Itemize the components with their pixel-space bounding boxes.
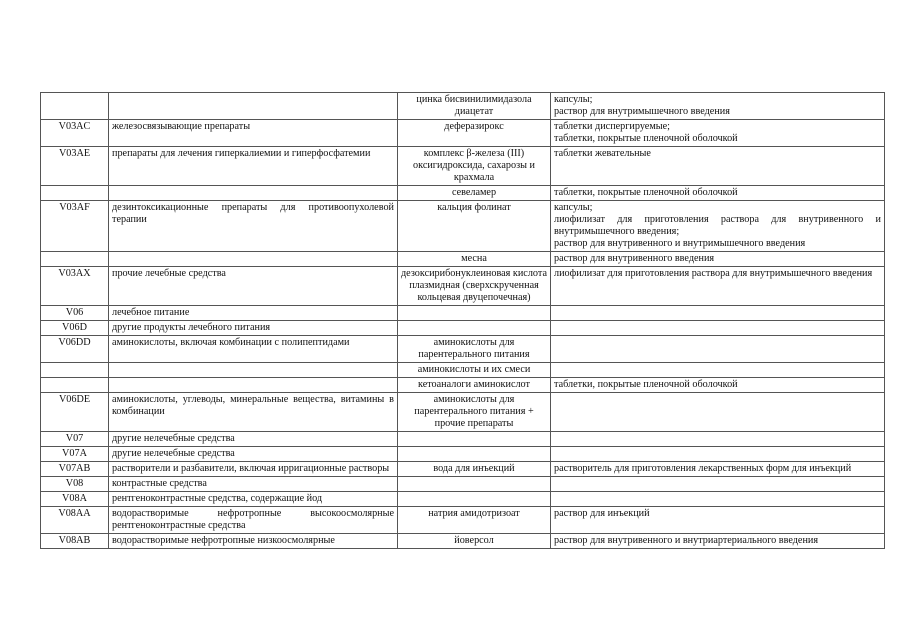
- dosage-form-cell: [551, 186, 885, 201]
- substance-name-cell: йоверсол: [398, 534, 551, 549]
- group-name-cell: железосвязывающие препараты: [109, 120, 398, 147]
- substance-name-cell: [398, 492, 551, 507]
- substance-name-cell: дезоксирибонуклеиновая кислота плазмидная (сверхскрученная кольцевая двуцепочечная): [398, 267, 551, 306]
- substance-name-cell: натрия амидотризоат: [398, 507, 551, 534]
- atc-code-cell: [41, 186, 109, 201]
- dosage-form-cell: [551, 378, 885, 393]
- drug-classification-table: [40, 92, 885, 549]
- table-row: [41, 321, 885, 336]
- group-name-cell: рентгеноконтрастные средства, содержащие йод: [109, 492, 398, 507]
- substance-name-cell: вода для инъекций: [398, 462, 551, 477]
- substance-name-cell: [398, 306, 551, 321]
- table-row: [41, 252, 885, 267]
- atc-code-cell: [41, 252, 109, 267]
- atc-code-cell: V03AX: [41, 267, 109, 306]
- substance-name-cell: [398, 477, 551, 492]
- dosage-form-cell: [551, 534, 885, 549]
- dosage-form-line: раствор для внутривенного и внутримышечного введения: [554, 238, 806, 249]
- atc-code-cell: V07A: [41, 447, 109, 462]
- group-name-cell: прочие лечебные средства: [109, 267, 398, 306]
- dosage-form-line: раствор для внутривенного введения: [554, 253, 715, 264]
- dosage-form-line: раствор для внутримышечного введения: [554, 106, 730, 117]
- dosage-form-cell: [551, 393, 885, 432]
- dosage-form-cell: [551, 306, 885, 321]
- dosage-form-line: раствор для внутривенного и внутриартериального введения: [554, 535, 819, 546]
- dosage-form-cell: [551, 492, 885, 507]
- group-name-cell: [109, 252, 398, 267]
- dosage-form-line: капсулы;: [554, 94, 593, 105]
- substance-name-cell: кетоаналоги аминокислот: [398, 378, 551, 393]
- dosage-form-cell: [551, 252, 885, 267]
- atc-code-cell: [41, 93, 109, 120]
- substance-name-cell: [398, 432, 551, 447]
- table-row: [41, 201, 885, 252]
- substance-name-cell: аминокислоты для парентерального питания: [398, 336, 551, 363]
- group-name-cell: другие нелечебные средства: [109, 447, 398, 462]
- substance-name-cell: [398, 321, 551, 336]
- atc-code-cell: V07: [41, 432, 109, 447]
- dosage-form-line: таблетки, покрытые пленочной оболочкой: [554, 379, 738, 390]
- substance-name-cell: деферазирокс: [398, 120, 551, 147]
- atc-code-cell: V08AB: [41, 534, 109, 549]
- table-row: [41, 462, 885, 477]
- group-name-cell: дезинтоксикационные препараты для противоопухолевой терапии: [109, 201, 398, 252]
- table-row: [41, 93, 885, 120]
- atc-code-cell: [41, 378, 109, 393]
- atc-code-cell: [41, 363, 109, 378]
- atc-code-cell: V08AA: [41, 507, 109, 534]
- substance-name-cell: севеламер: [398, 186, 551, 201]
- dosage-form-cell: [551, 462, 885, 477]
- dosage-form-cell: [551, 432, 885, 447]
- dosage-form-cell: [551, 267, 885, 306]
- group-name-cell: [109, 378, 398, 393]
- group-name-cell: [109, 93, 398, 120]
- group-name-cell: [109, 186, 398, 201]
- table-row: [41, 492, 885, 507]
- dosage-form-line: таблетки жевательные: [554, 148, 651, 159]
- atc-code-cell: V08A: [41, 492, 109, 507]
- atc-code-cell: V06D: [41, 321, 109, 336]
- group-name-cell: [109, 363, 398, 378]
- table-row: [41, 363, 885, 378]
- group-name-cell: растворители и разбавители, включая ирригационные растворы: [109, 462, 398, 477]
- substance-name-cell: кальция фолинат: [398, 201, 551, 252]
- table-row: [41, 267, 885, 306]
- dosage-form-cell: [551, 120, 885, 147]
- dosage-form-cell: [551, 93, 885, 120]
- group-name-cell: контрастные средства: [109, 477, 398, 492]
- table-row: [41, 393, 885, 432]
- dosage-form-line: таблетки диспергируемые;: [554, 121, 670, 132]
- group-name-cell: другие продукты лечебного питания: [109, 321, 398, 336]
- table-row: [41, 447, 885, 462]
- group-name-cell: водорастворимые нефротропные низкоосмолярные: [109, 534, 398, 549]
- group-name-cell: водорастворимые нефротропные высокоосмолярные рентгеноконтрастные средства: [109, 507, 398, 534]
- table-row: [41, 432, 885, 447]
- atc-code-cell: V03AC: [41, 120, 109, 147]
- table-row: [41, 477, 885, 492]
- atc-code-cell: V07AB: [41, 462, 109, 477]
- substance-name-cell: аминокислоты и их смеси: [398, 363, 551, 378]
- table-row: [41, 186, 885, 201]
- dosage-form-line: капсулы;: [554, 202, 593, 213]
- dosage-form-cell: [551, 147, 885, 186]
- table-row: [41, 306, 885, 321]
- table-row: [41, 534, 885, 549]
- dosage-form-line: таблетки, покрытые пленочной оболочкой: [554, 133, 738, 144]
- group-name-cell: аминокислоты, включая комбинации с полипептидами: [109, 336, 398, 363]
- table-row: [41, 147, 885, 186]
- substance-name-cell: цинка бисвинилимидазола диацетат: [398, 93, 551, 120]
- dosage-form-cell: [551, 477, 885, 492]
- dosage-form-cell: [551, 336, 885, 363]
- group-name-cell: препараты для лечения гиперкалиемии и гиперфосфатемии: [109, 147, 398, 186]
- atc-code-cell: V03AE: [41, 147, 109, 186]
- group-name-cell: аминокислоты, углеводы, минеральные вещества, витамины в комбинации: [109, 393, 398, 432]
- dosage-form-line: раствор для инъекций: [554, 508, 650, 519]
- dosage-form-line: лиофилизат для приготовления раствора для внутримышечного введения: [554, 268, 873, 279]
- dosage-form-line: лиофилизат для приготовления раствора для внутривенного и внутримышечного введения;: [554, 214, 881, 237]
- dosage-form-cell: [551, 363, 885, 378]
- table-row: [41, 378, 885, 393]
- table-row: [41, 120, 885, 147]
- substance-name-cell: месна: [398, 252, 551, 267]
- substance-name-cell: [398, 447, 551, 462]
- substance-name-cell: комплекс β-железа (III) оксигидроксида, сахарозы и крахмала: [398, 147, 551, 186]
- atc-code-cell: V03AF: [41, 201, 109, 252]
- atc-code-cell: V06DD: [41, 336, 109, 363]
- atc-code-cell: V08: [41, 477, 109, 492]
- dosage-form-cell: [551, 507, 885, 534]
- dosage-form-cell: [551, 201, 885, 252]
- dosage-form-line: таблетки, покрытые пленочной оболочкой: [554, 187, 738, 198]
- dosage-form-cell: [551, 447, 885, 462]
- group-name-cell: другие нелечебные средства: [109, 432, 398, 447]
- atc-code-cell: V06: [41, 306, 109, 321]
- substance-name-cell: аминокислоты для парентерального питания + прочие препараты: [398, 393, 551, 432]
- dosage-form-cell: [551, 321, 885, 336]
- dosage-form-line: растворитель для приготовления лекарственных форм для инъекций: [554, 463, 852, 474]
- group-name-cell: лечебное питание: [109, 306, 398, 321]
- table-row: [41, 507, 885, 534]
- table-row: [41, 336, 885, 363]
- atc-code-cell: V06DE: [41, 393, 109, 432]
